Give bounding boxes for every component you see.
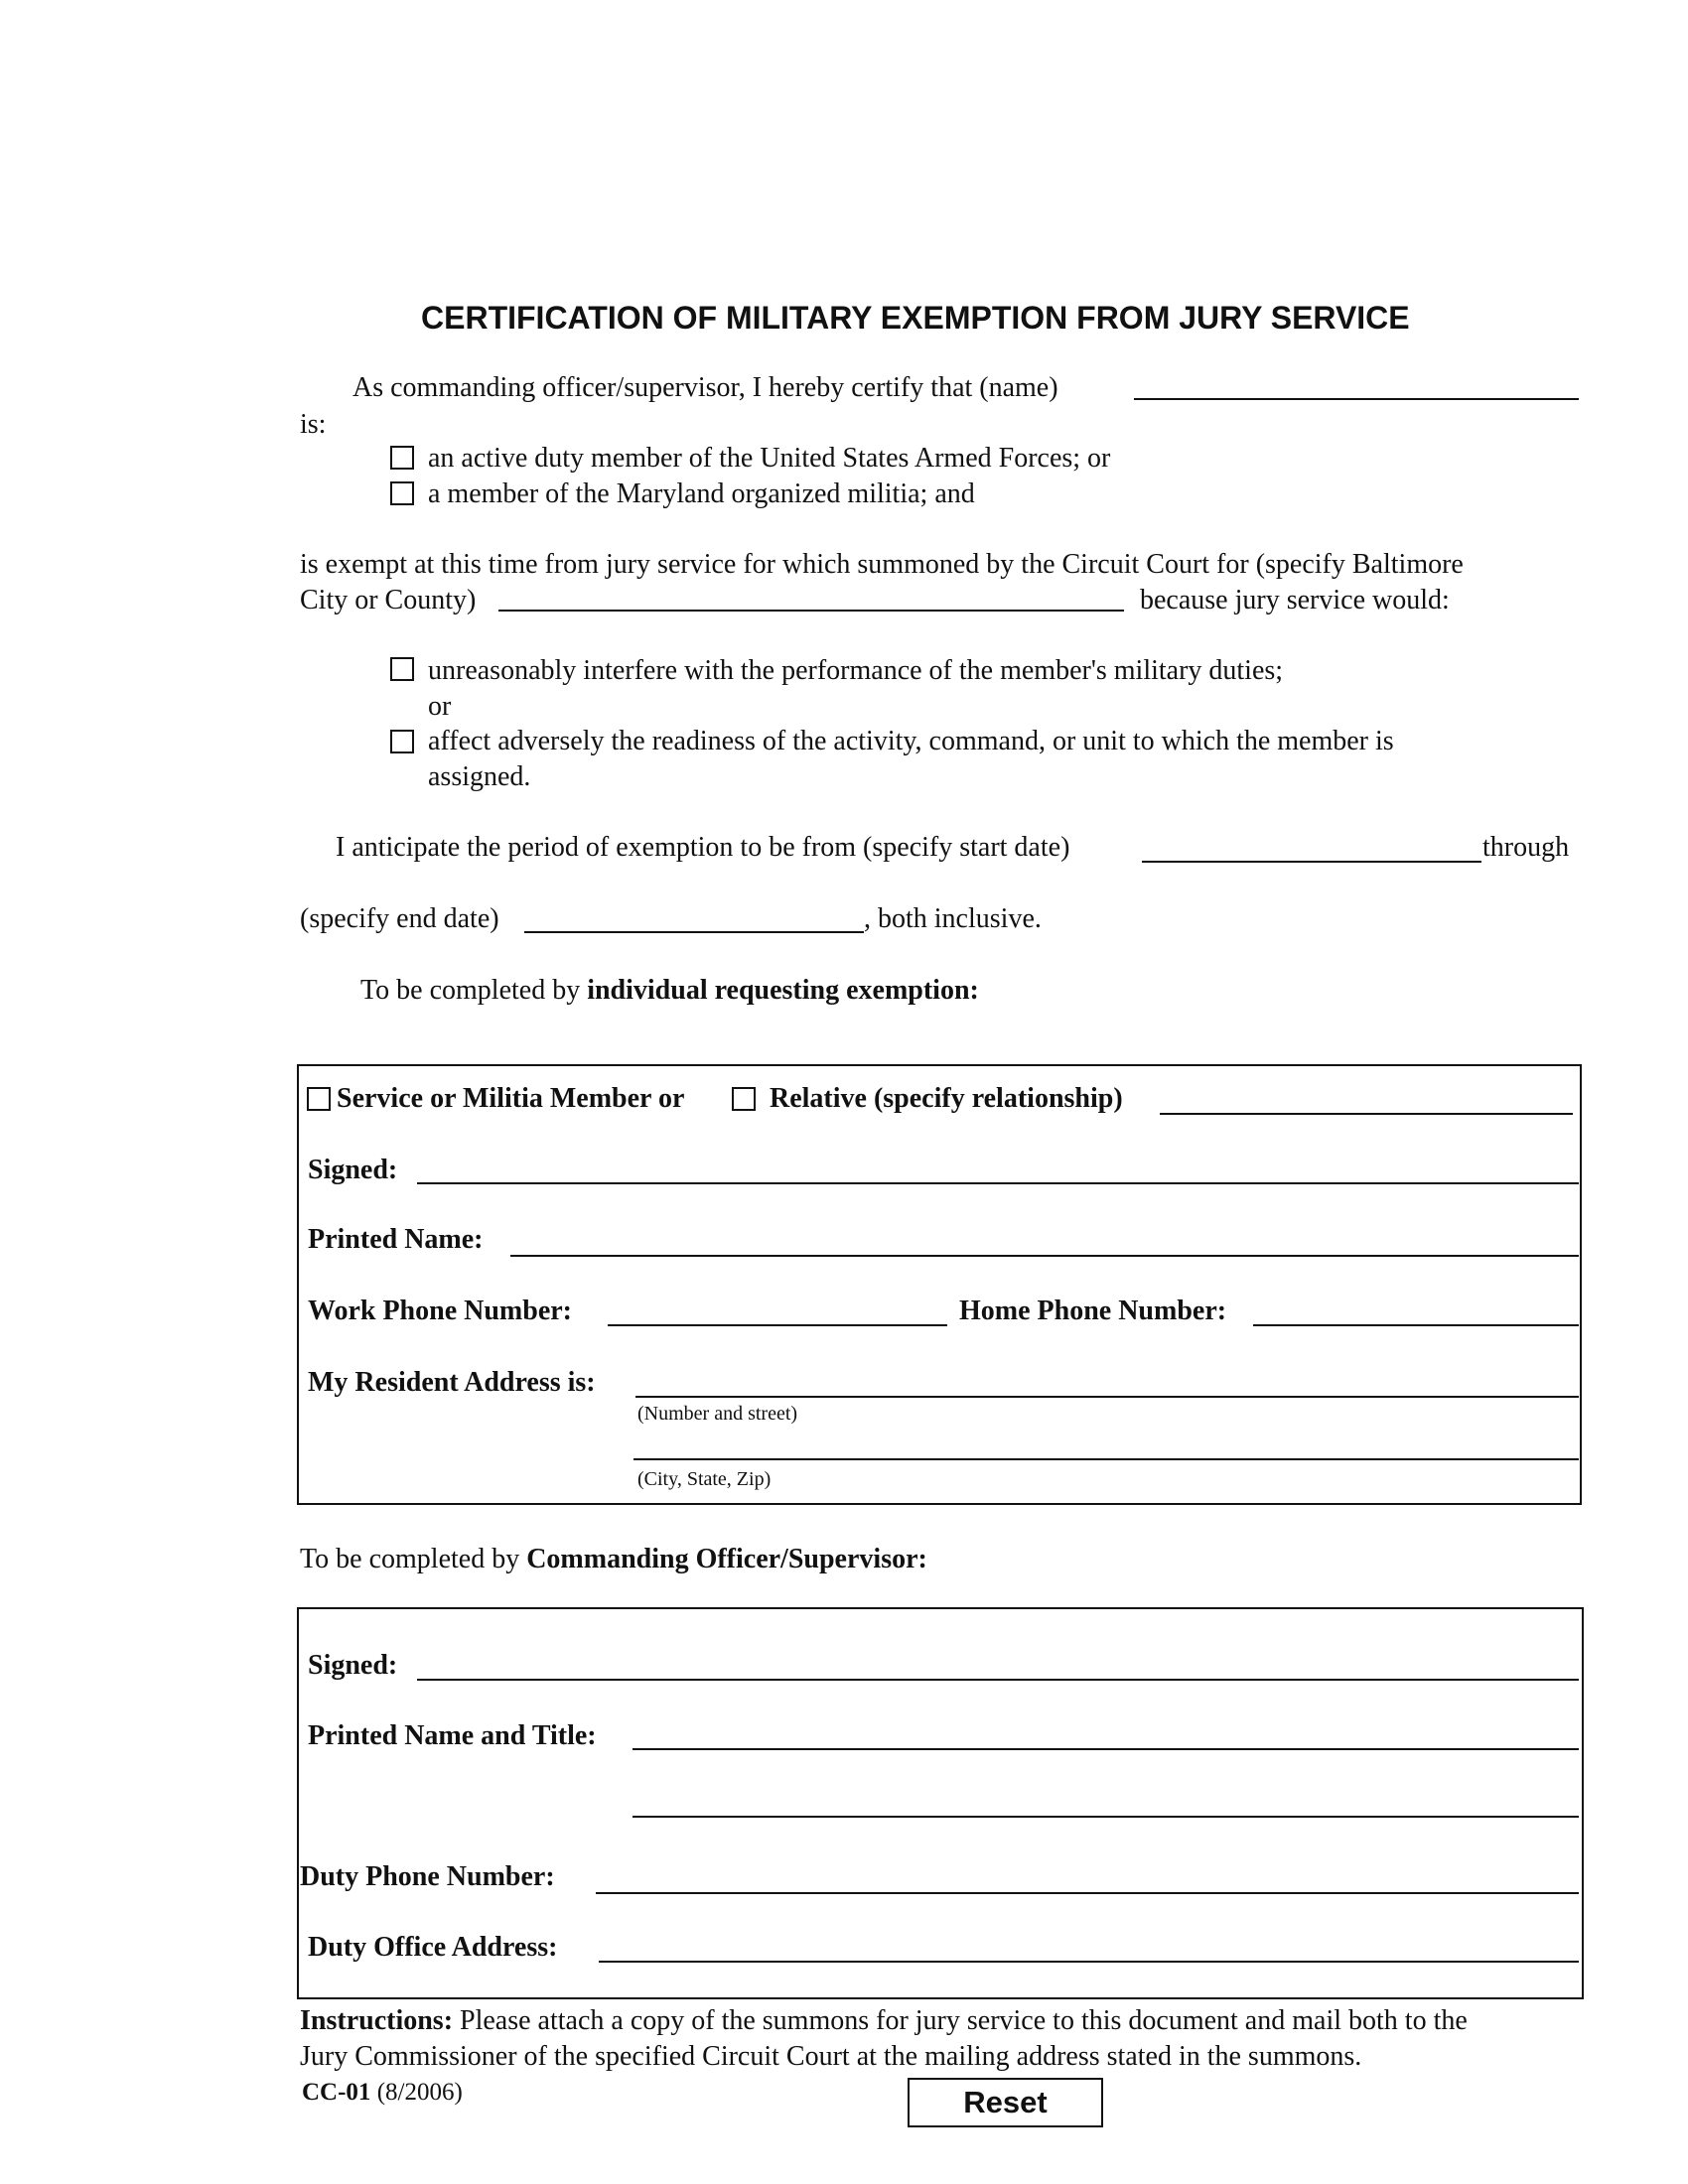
form-code-number: CC-01	[302, 2079, 371, 2106]
officer-intro-text: To be completed by	[300, 1544, 520, 1574]
street-caption: (Number and street)	[637, 1403, 798, 1425]
start-date-field[interactable]	[1142, 861, 1481, 863]
street-address-field[interactable]	[635, 1396, 1579, 1398]
interfere-label: unreasonably interfere with the performance of the member's military duties;	[428, 655, 1284, 686]
member-checkbox[interactable]	[307, 1087, 331, 1111]
militia-checkbox[interactable]	[390, 481, 414, 505]
city-caption: (City, State, Zip)	[637, 1468, 772, 1490]
relationship-field[interactable]	[1160, 1113, 1573, 1115]
instructions-text: Please attach a copy of the summons for jury service to this document and mail both to the	[460, 2005, 1468, 2036]
relative-label: Relative (specify relationship)	[770, 1083, 1123, 1114]
instructions-line2: Jury Commissioner of the specified Circuit Court at the mailing address stated in the summons.	[300, 2041, 1362, 2072]
active-duty-label: an active duty member of the United States Armed Forces; or	[428, 443, 1111, 474]
address-label: My Resident Address is:	[308, 1367, 596, 1398]
officer-signed-label: Signed:	[308, 1650, 398, 1681]
form-code-date: (8/2006)	[376, 2079, 463, 2106]
officer-intro-bold: Commanding Officer/Supervisor:	[526, 1544, 927, 1574]
individual-section	[297, 1064, 1582, 1505]
end-date-field[interactable]	[524, 931, 864, 933]
active-duty-checkbox[interactable]	[390, 446, 414, 470]
interfere-checkbox[interactable]	[390, 657, 414, 681]
printed-name-label: Printed Name:	[308, 1224, 484, 1255]
because-text: because jury service would:	[1140, 585, 1450, 615]
end-date-text: (specify end date)	[300, 903, 499, 934]
home-phone-field[interactable]	[1253, 1324, 1579, 1326]
duty-address-field[interactable]	[599, 1961, 1579, 1963]
city-state-zip-field[interactable]	[633, 1458, 1579, 1460]
certify-text: As commanding officer/supervisor, I hereby certify that (name)	[352, 372, 1058, 403]
through-text: through	[1482, 832, 1570, 863]
anticipate-text: I anticipate the period of exemption to be from (specify start date)	[336, 832, 1070, 863]
exempt-text-line1: is exempt at this time from jury service for which summoned by the Circuit Court for (specify Baltimore	[300, 549, 1464, 580]
is-text: is:	[300, 409, 327, 440]
officer-intro	[300, 1546, 927, 1573]
printed-name-field[interactable]	[510, 1255, 1579, 1257]
officer-signature-field[interactable]	[417, 1679, 1579, 1681]
member-name-field[interactable]	[1134, 398, 1579, 400]
duty-phone-label: Duty Phone Number:	[300, 1861, 555, 1892]
individual-signature-field[interactable]	[417, 1182, 1579, 1184]
reset-button[interactable]: Reset	[908, 2078, 1103, 2127]
officer-name-title-field-2[interactable]	[633, 1816, 1579, 1818]
readiness-label-line2: assigned.	[428, 761, 531, 792]
militia-label: a member of the Maryland organized militia; and	[428, 478, 975, 509]
printed-name-title-label: Printed Name and Title:	[308, 1720, 597, 1751]
form-code	[302, 2080, 463, 2105]
individual-signed-label: Signed:	[308, 1155, 398, 1185]
relative-checkbox[interactable]	[732, 1087, 756, 1111]
page-title: CERTIFICATION OF MILITARY EXEMPTION FROM JURY SERVICE	[421, 300, 1410, 336]
individual-intro	[360, 977, 979, 1005]
exempt-text-line2: City or County)	[300, 585, 477, 615]
or-text: or	[428, 691, 452, 722]
home-phone-label: Home Phone Number:	[959, 1296, 1227, 1326]
work-phone-label: Work Phone Number:	[308, 1296, 572, 1326]
individual-intro-bold: individual requesting exemption:	[587, 975, 979, 1006]
duty-phone-field[interactable]	[596, 1892, 1579, 1894]
officer-name-title-field[interactable]	[633, 1748, 1579, 1750]
duty-address-label: Duty Office Address:	[308, 1932, 558, 1963]
inclusive-text: , both inclusive.	[864, 903, 1042, 934]
court-county-field[interactable]	[498, 610, 1124, 612]
individual-intro-text: To be completed by	[360, 975, 581, 1006]
readiness-checkbox[interactable]	[390, 730, 414, 753]
instructions-line1	[300, 2007, 1468, 2035]
instructions-bold: Instructions:	[300, 2005, 454, 2036]
work-phone-field[interactable]	[608, 1324, 947, 1326]
readiness-label-line1: affect adversely the readiness of the activity, command, or unit to which the member is	[428, 726, 1394, 756]
member-label: Service or Militia Member or	[337, 1083, 685, 1114]
